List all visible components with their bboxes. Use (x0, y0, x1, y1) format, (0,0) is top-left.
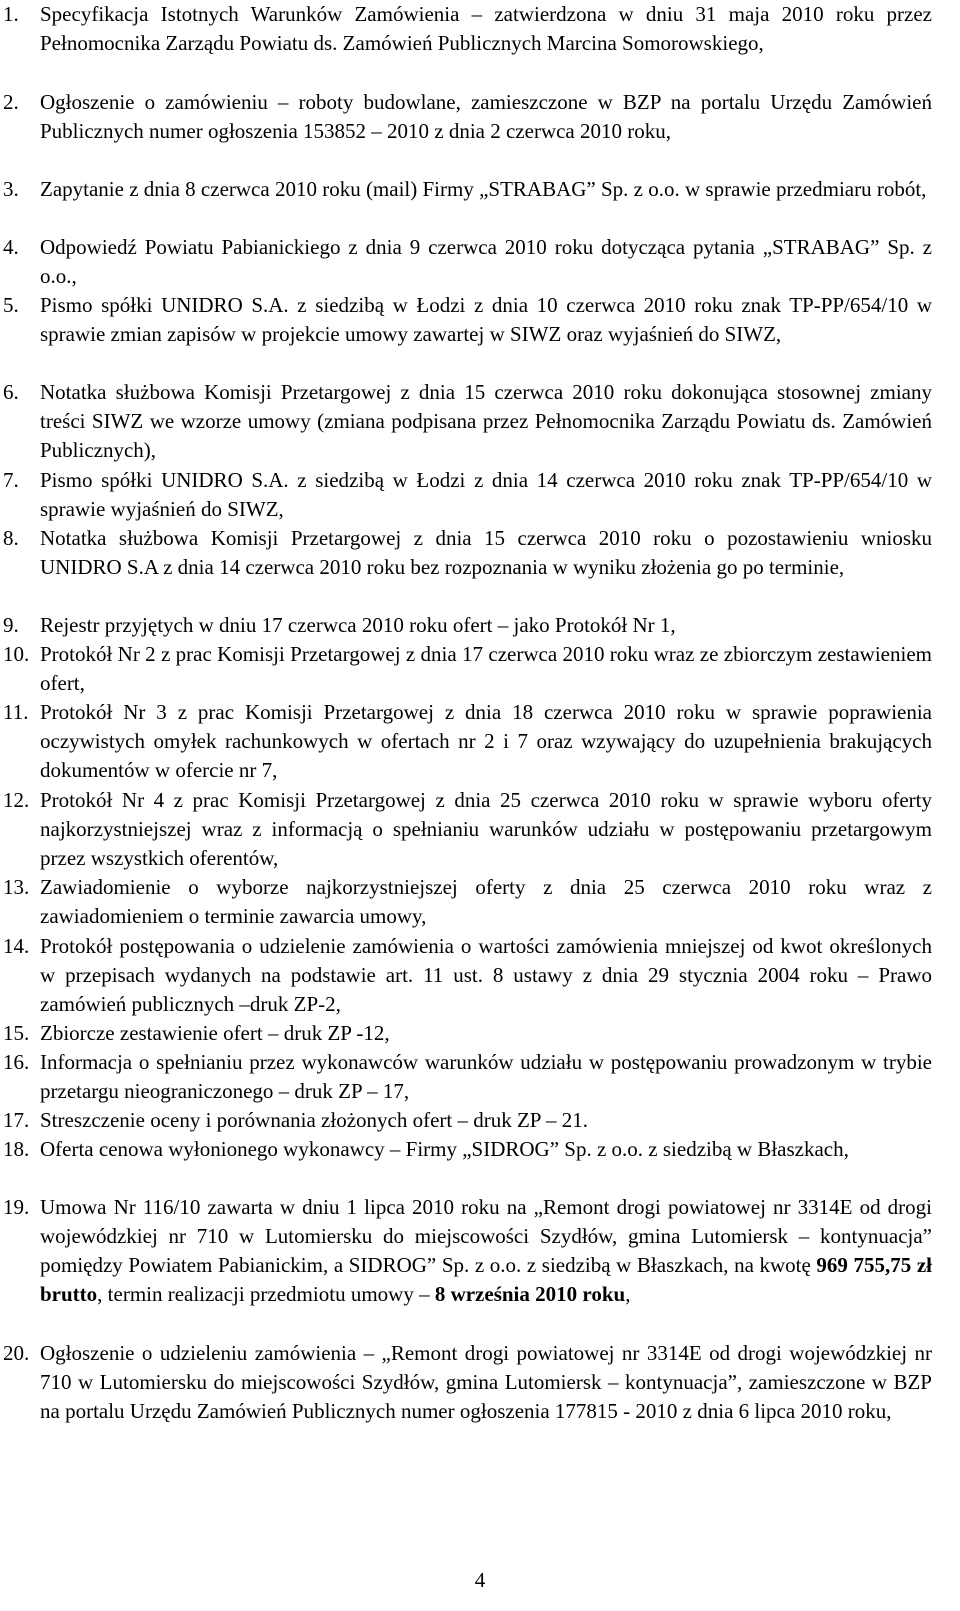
list-item-text: Pismo spółki UNIDRO S.A. z siedzibą w Łodzi z dnia 10 czerwca 2010 roku znak TP-PP/654/10 w sprawie zmian zapisów w projekcie umowy zawartej w SIWZ oraz wyjaśnień do SIWZ, (40, 293, 932, 346)
list-item (0, 175, 960, 204)
bold-text-segment: 969 755,75 zł brutto (40, 1253, 933, 1306)
list-item-number: 5. (3, 293, 19, 317)
list-item-number: 16. (3, 1050, 30, 1074)
page-number: 4 (474, 1568, 486, 1592)
list-item-text: Zbiorcze zestawienie ofert – druk ZP -12, (40, 1021, 390, 1045)
list-item (0, 1339, 960, 1426)
list-item-text: Protokół Nr 3 z prac Komisji Przetargowej z dnia 18 czerwca 2010 roku w sprawie poprawienia oczywistych omyłek rachunkowych w ofertach nr 2 i 7 oraz wzywający do uzupełnienia brakujących dokumentów w ofercie nr 7, (40, 700, 932, 782)
list-item-text: Zapytanie z dnia 8 czerwca 2010 roku (mail) Firmy „STRABAG” Sp. z o.o. w sprawie przedmiaru robót, (40, 177, 927, 201)
list-item-number: 14. (3, 934, 30, 958)
list-item (0, 932, 960, 1019)
list-item-number: 8. (3, 526, 19, 550)
list-item-number: 10. (3, 642, 30, 666)
list-item (0, 1048, 960, 1106)
list-item (0, 1106, 960, 1135)
list-item-number: 3. (3, 177, 19, 201)
list-item-number: 18. (3, 1137, 30, 1161)
list-item (0, 1193, 960, 1309)
list-item (0, 1135, 960, 1164)
list-item-number: 15. (3, 1021, 30, 1045)
list-item-text: Ogłoszenie o udzieleniu zamówienia – „Remont drogi powiatowej nr 3314E od drogi wojewódzkiej nr 710 w Lutomiersku do miejscowości Szydłów, gmina Lutomiersk – kontynuacja”, zamieszczone w BZP na portalu Urzędu Zamówień Publicznych numer ogłoszenia 177815 - 2010 z dnia 6 lipca 2010 roku, (40, 1341, 932, 1423)
list-item-text: Protokół Nr 4 z prac Komisji Przetargowej z dnia 25 czerwca 2010 roku w sprawie wyboru oferty najkorzystniejszej wraz z informacją o spełnianiu warunków udziału w postępowaniu przetargowym przez wszystkich oferentów, (40, 788, 932, 870)
list-item-number: 19. (3, 1195, 30, 1219)
bold-text-segment: 8 września 2010 roku (434, 1282, 626, 1306)
list-item-number: 9. (3, 613, 19, 637)
list-item-number: 6. (3, 380, 19, 404)
list-item (0, 524, 960, 582)
text-segment: Umowa Nr 116/10 zawarta w dniu 1 lipca 2010 roku na „Remont drogi powiatowej nr 3314E od drogi wojewódzkiej nr 710 w Lutomiersku do miejscowości Szydłów, gmina Lutomiersk – kontynuacja” pomiędzy Powiatem Pabianickim, a SIDROG” Sp. z o.o. z siedzibą w Błaszkach, na kwotę (40, 1195, 932, 1277)
list-item-text: Notatka służbowa Komisji Przetargowej z dnia 15 czerwca 2010 roku dokonująca stosownej zmiany treści SIWZ we wzorze umowy (zmiana podpisana przez Pełnomocnika Zarządu Powiatu ds. Zamówień Publicznych), (40, 380, 932, 462)
list-item (0, 88, 960, 146)
list-item-number: 2. (3, 90, 19, 114)
list-item-text: Specyfikacja Istotnych Warunków Zamówienia – zatwierdzona w dniu 31 maja 2010 roku przez Pełnomocnika Zarządu Powiatu ds. Zamówień Publicznych Marcina Somorowskiego, (40, 2, 932, 55)
list-item-number: 20. (3, 1341, 30, 1365)
list-item-number: 17. (3, 1108, 30, 1132)
text-segment: , termin realizacji przedmiotu umowy – (97, 1282, 435, 1306)
list-item (0, 611, 960, 640)
list-item-text: Odpowiedź Powiatu Pabianickiego z dnia 9 czerwca 2010 roku dotycząca pytania „STRABAG” Sp. z o.o., (40, 235, 932, 288)
list-item-text: Ogłoszenie o zamówieniu – roboty budowlane, zamieszczone w BZP na portalu Urzędu Zamówień Publicznych numer ogłoszenia 153852 – 2010 z dnia 2 czerwca 2010 roku, (40, 90, 932, 143)
list-item (0, 786, 960, 873)
list-item (0, 698, 960, 785)
list-item (0, 233, 960, 291)
list-item-text: Rejestr przyjętych w dniu 17 czerwca 2010 roku ofert – jako Protokół Nr 1, (40, 613, 676, 637)
list-item (0, 1019, 960, 1048)
list-item (0, 378, 960, 465)
list-item-number: 7. (3, 468, 19, 492)
list-item-number: 11. (3, 700, 29, 724)
list-item-text: Informacja o spełnianiu przez wykonawców warunków udziału w postępowaniu prowadzonym w trybie przetargu nieograniczonego – druk ZP – 17, (40, 1050, 932, 1103)
text-segment: , (625, 1282, 631, 1306)
list-item-text: Oferta cenowa wyłonionego wykonawcy – Firmy „SIDROG” Sp. z o.o. z siedzibą w Błaszkach, (40, 1137, 849, 1161)
list-item (0, 873, 960, 931)
list-item (0, 640, 960, 698)
list-item (0, 466, 960, 524)
list-item (0, 0, 960, 58)
list-item-number: 4. (3, 235, 19, 259)
list-item-text: Zawiadomienie o wyborze najkorzystniejszej oferty z dnia 25 czerwca 2010 roku wraz z zawiadomieniem o terminie zawarcia umowy, (40, 875, 932, 928)
list-item-text: Protokół postępowania o udzielenie zamówienia o wartości zamówienia mniejszej od kwot określonych w przepisach wydanych na podstawie art. 11 ust. 8 ustawy z dnia 29 stycznia 2004 roku – Prawo zamówień publicznych –druk ZP-2, (40, 934, 932, 1016)
list-item-text: Notatka służbowa Komisji Przetargowej z dnia 15 czerwca 2010 roku o pozostawieniu wniosku UNIDRO S.A z dnia 14 czerwca 2010 roku bez rozpoznania w wyniku złożenia go po terminie, (40, 526, 932, 579)
list-item-text: Protokół Nr 2 z prac Komisji Przetargowej z dnia 17 czerwca 2010 roku wraz ze zbiorczym zestawieniem ofert, (40, 642, 932, 695)
list-item-text: Pismo spółki UNIDRO S.A. z siedzibą w Łodzi z dnia 14 czerwca 2010 roku znak TP-PP/654/10 w sprawie wyjaśnień do SIWZ, (40, 468, 932, 521)
list-item-text: Streszczenie oceny i porównania złożonych ofert – druk ZP – 21. (40, 1108, 588, 1132)
list-item-number: 13. (3, 875, 30, 899)
list-item-number: 1. (3, 2, 19, 26)
list-item-number: 12. (3, 788, 30, 812)
list-item (0, 291, 960, 349)
list-item-text (40, 1195, 932, 1306)
